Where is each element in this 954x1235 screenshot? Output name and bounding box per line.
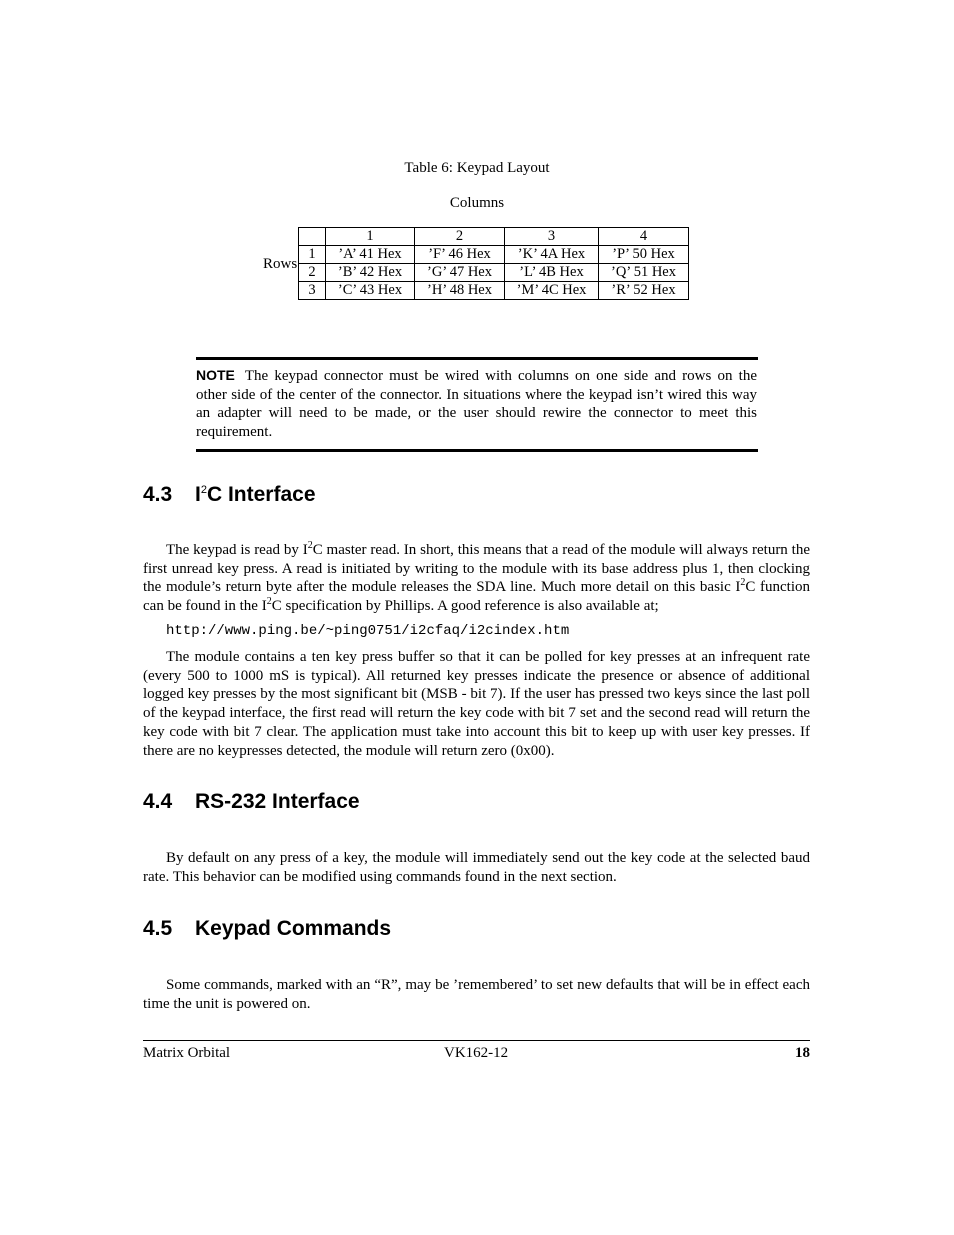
note-box <box>196 366 757 441</box>
table-cell: ’F’ 46 Hex <box>415 246 505 264</box>
page-number: 18 <box>795 1045 810 1061</box>
table-row <box>299 246 689 264</box>
row-header: 3 <box>299 282 326 300</box>
footer-rule <box>143 1040 810 1041</box>
paragraph-i2c-intro <box>143 541 810 616</box>
table-cell: ’H’ 48 Hex <box>415 282 505 300</box>
row-header: 2 <box>299 264 326 282</box>
section-title-sup: 2 <box>200 484 207 496</box>
columns-label: Columns <box>449 195 505 211</box>
rows-label: Rows <box>263 256 298 272</box>
note-bottom-rule <box>196 449 758 452</box>
paragraph-text: The module contains a ten key press buffer so that it can be polled for key presses at an infrequent rate (every 500 to 1000 mS is typical). All returned key presses indicate the presence or absence of additional logged key presses by the most significant bit (MSB - bit 7). If the user has pressed two keys since the last poll of the keypad interface, the first read will return the key code with bit 7 set and the second read will return the key code with bit 7 clear. The application must take into account this bit to keep up with user key presses. If there are no keypresses detected, the module will return zero (0x00). <box>143 649 810 759</box>
section-heading-4-3 <box>143 483 316 507</box>
text-run: C specification by Phillips. A good reference is also available at; <box>271 598 659 615</box>
section-title-prefix: I <box>195 483 201 506</box>
table-cell: ’P’ 50 Hex <box>599 246 689 264</box>
table-caption: Table 6: Keypad Layout <box>404 160 550 176</box>
text-run: The keypad is read by I <box>166 542 308 558</box>
footer-company: Matrix Orbital <box>143 1045 231 1061</box>
section-heading-4-4 <box>143 790 360 814</box>
section-title: RS-232 Interface <box>195 790 360 813</box>
table-row <box>299 282 689 300</box>
text-run: C function can be found in the I <box>143 579 811 615</box>
table-cell: ’C’ 43 Hex <box>326 282 415 300</box>
section-title: C Interface <box>206 483 316 506</box>
column-header: 1 <box>326 228 415 246</box>
table-cell: ’B’ 42 Hex <box>326 264 415 282</box>
section-title: Keypad Commands <box>195 917 392 940</box>
table-cell: ’G’ 47 Hex <box>415 264 505 282</box>
superscript: 2 <box>266 596 272 608</box>
section-number: 4.5 <box>143 917 173 940</box>
paragraph-text: Some commands, marked with an “R”, may be ’remembered’ to set new defaults that will be in effect each time the unit is powered on. <box>143 977 810 1012</box>
reference-url: http://www.ping.be/~ping0751/i2cfaq/i2cindex.htm <box>166 623 570 639</box>
superscript: 2 <box>307 540 313 551</box>
section-number: 4.3 <box>143 483 173 506</box>
paragraph-text: By default on any press of a key, the module will immediately send out the key code at the selected baud rate. This behavior can be modified using commands found in the next section. <box>143 850 810 885</box>
table-row <box>299 264 689 282</box>
note-top-rule <box>196 357 758 360</box>
row-header: 1 <box>299 246 326 264</box>
table-cell: ’M’ 4C Hex <box>505 282 599 300</box>
paragraph-rs232 <box>143 849 810 886</box>
note-text: The keypad connector must be wired with columns on one side and rows on the other side of the center of the connector. In situations where the keypad isn’t wired this way an adapter will need to be made, or the user should rewire the connector to meet this requirement. <box>196 368 757 440</box>
section-heading-4-5 <box>143 917 391 941</box>
paragraph-keypad-commands <box>143 976 810 1013</box>
table-cell: ’Q’ 51 Hex <box>599 264 689 282</box>
table-corner-cell <box>299 228 326 246</box>
table-cell: ’A’ 41 Hex <box>326 246 415 264</box>
column-header: 2 <box>415 228 505 246</box>
keypad-layout-table <box>298 227 689 300</box>
table-cell: ’R’ 52 Hex <box>599 282 689 300</box>
table-header-row <box>299 228 689 246</box>
column-header: 4 <box>599 228 689 246</box>
superscript: 2 <box>740 577 746 589</box>
footer-model: VK162-12 <box>444 1045 509 1061</box>
section-number: 4.4 <box>143 790 173 813</box>
table-cell: ’L’ 4B Hex <box>505 264 599 282</box>
paragraph-i2c-buffer <box>143 648 810 760</box>
note-label: NOTE <box>196 367 235 383</box>
table-cell: ’K’ 4A Hex <box>505 246 599 264</box>
text-run: C master read. In short, this means that a read of the module will always return the first unread key press. A read is initiated by writing to the module with its base address plus 1, then clocking the module’s return byte after the module releases the SDA line. Much more detail on this basic I <box>143 542 810 596</box>
column-header: 3 <box>505 228 599 246</box>
